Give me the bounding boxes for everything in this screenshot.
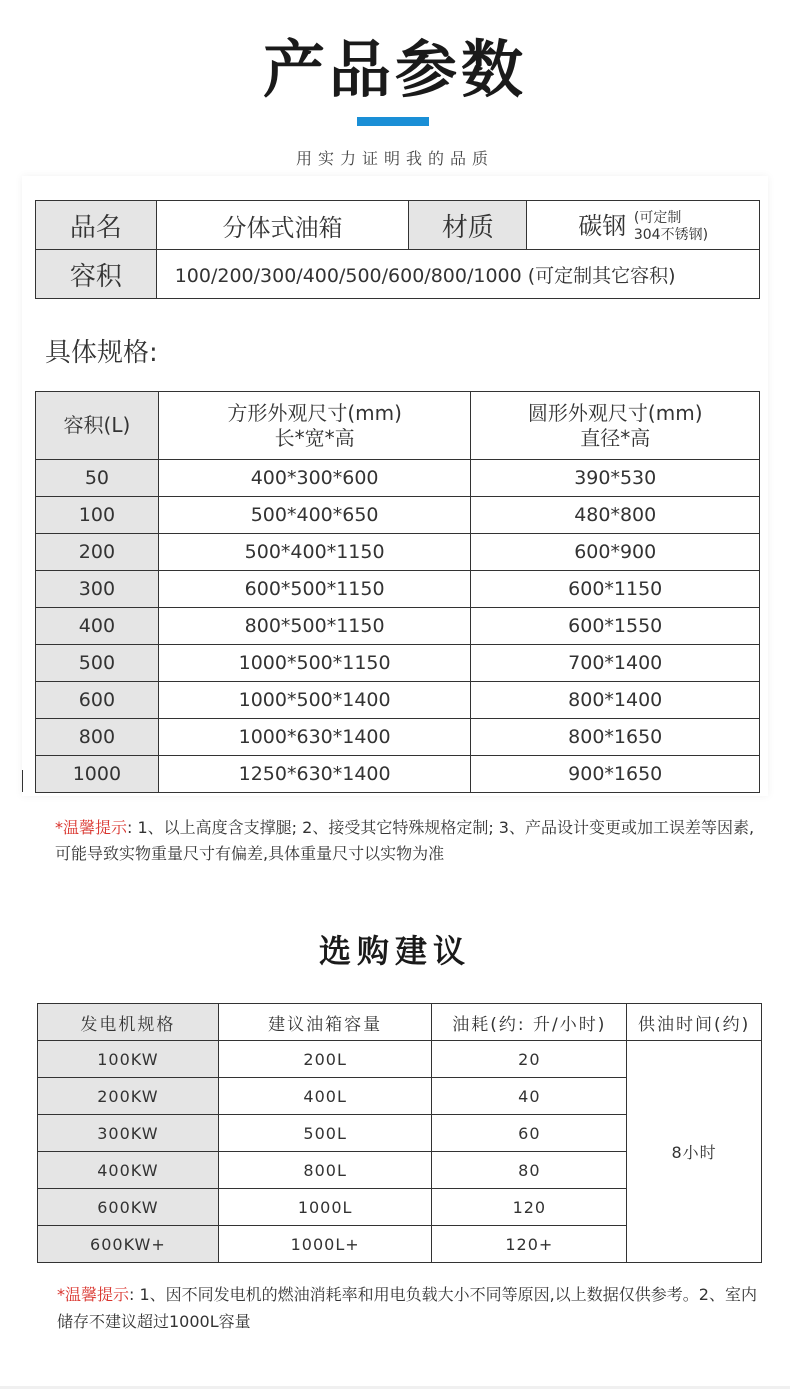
title-accent-bar [357,117,429,126]
material-cell [527,201,760,250]
spec-capacity-cell: 600 [36,682,159,719]
advice-tank-cell: 800L [218,1152,432,1189]
spec-capacity-cell: 400 [36,608,159,645]
spec-round-cell: 900*1650 [471,756,760,793]
spec-row [36,460,760,497]
spec-row [36,756,760,793]
name-value: 分体式油箱 [156,201,409,250]
advice-spec-cell: 400KW [38,1152,219,1189]
tip-text: : 1、因不同发电机的燃油消耗率和用电负载大小不同等原因,以上数据仅供参考。2、室内储存不建议超过1000L容量 [57,1285,757,1331]
advice-spec-cell: 100KW [38,1041,219,1078]
advice-col-supply: 供油时间(约) [627,1004,762,1041]
advice-spec-cell: 300KW [38,1115,219,1152]
spec-square-cell: 1000*630*1400 [158,719,471,756]
advice-heading: 选购建议 [318,932,471,970]
spec-capacity-cell: 300 [36,571,159,608]
advice-tank-cell: 400L [218,1078,432,1115]
advice-spec-cell: 200KW [38,1078,219,1115]
spec-square-cell: 1000*500*1400 [158,682,471,719]
spec-row [36,497,760,534]
advice-spec-cell: 600KW+ [38,1226,219,1263]
spec-row [36,534,760,571]
advice-row [38,1041,762,1078]
advice-consumption-cell: 120 [432,1189,627,1226]
spec-row [36,571,760,608]
tip-label: *温馨提示 [55,818,128,837]
page-title: 产品参数 [262,33,527,106]
spec-col-round: 圆形外观尺寸(mm) 直径*高 [471,392,760,460]
advice-consumption-cell: 40 [432,1078,627,1115]
advice-tank-cell: 1000L [218,1189,432,1226]
spec-square-cell: 600*500*1150 [158,571,471,608]
tip-text: : 1、以上高度含支撑腿; 2、接受其它特殊规格定制; 3、产品设计变更或加工误差等因素,可能导致实物重量尺寸有偏差,具体重量尺寸以实物为准 [55,818,755,863]
name-label: 品名 [36,201,157,250]
spec-square-cell: 1250*630*1400 [158,756,471,793]
capacity-value: 100/200/300/400/500/600/800/1000 (可定制其它容积) [156,250,759,299]
advice-table [37,1003,762,1263]
spec-table [35,391,760,793]
spec-square-cell: 500*400*650 [158,497,471,534]
spec-round-cell: 800*1400 [471,682,760,719]
spec-capacity-cell: 100 [36,497,159,534]
spec-round-cell: 600*1550 [471,608,760,645]
advice-spec-cell: 600KW [38,1189,219,1226]
advice-col-spec: 发电机规格 [38,1004,219,1041]
spec-capacity-cell: 50 [36,460,159,497]
tip-label: *温馨提示 [57,1285,130,1304]
divider-mark [22,770,23,792]
material-value: 碳钢 [578,212,627,240]
capacity-label: 容积 [36,250,157,299]
spec-square-cell: 500*400*1150 [158,534,471,571]
spec-row [36,719,760,756]
material-label: 材质 [409,201,527,250]
spec-row [36,682,760,719]
advice-consumption-cell: 80 [432,1152,627,1189]
spec-row [36,608,760,645]
advice-consumption-cell: 60 [432,1115,627,1152]
spec-round-cell: 390*530 [471,460,760,497]
product-info-table [35,200,760,299]
tip-notice-2 [57,1281,757,1335]
spec-round-cell: 800*1650 [471,719,760,756]
spec-round-cell: 480*800 [471,497,760,534]
advice-col-tank: 建议油箱容量 [218,1004,432,1041]
spec-capacity-cell: 800 [36,719,159,756]
spec-round-cell: 600*900 [471,534,760,571]
advice-consumption-cell: 120+ [432,1226,627,1263]
advice-tank-cell: 500L [218,1115,432,1152]
spec-round-cell: 700*1400 [471,645,760,682]
advice-tank-cell: 1000L+ [218,1226,432,1263]
spec-square-cell: 1000*500*1150 [158,645,471,682]
page-subtitle: 用实力证明我的品质 [295,149,494,168]
spec-col-square: 方形外观尺寸(mm) 长*宽*高 [158,392,471,460]
material-note: (可定制 304不锈钢) [633,210,709,243]
spec-heading: 具体规格: [45,338,158,368]
spec-capacity-cell: 500 [36,645,159,682]
spec-capacity-cell: 200 [36,534,159,571]
spec-square-cell: 800*500*1150 [158,608,471,645]
tip-notice-1 [55,815,755,867]
spec-col-capacity: 容积(L) [36,392,159,460]
spec-round-cell: 600*1150 [471,571,760,608]
advice-tank-cell: 200L [218,1041,432,1078]
spec-row [36,645,760,682]
advice-supply-cell: 8小时 [627,1041,762,1263]
spec-square-cell: 400*300*600 [158,460,471,497]
advice-consumption-cell: 20 [432,1041,627,1078]
advice-col-consumption: 油耗(约: 升/小时) [432,1004,627,1041]
spec-capacity-cell: 1000 [36,756,159,793]
